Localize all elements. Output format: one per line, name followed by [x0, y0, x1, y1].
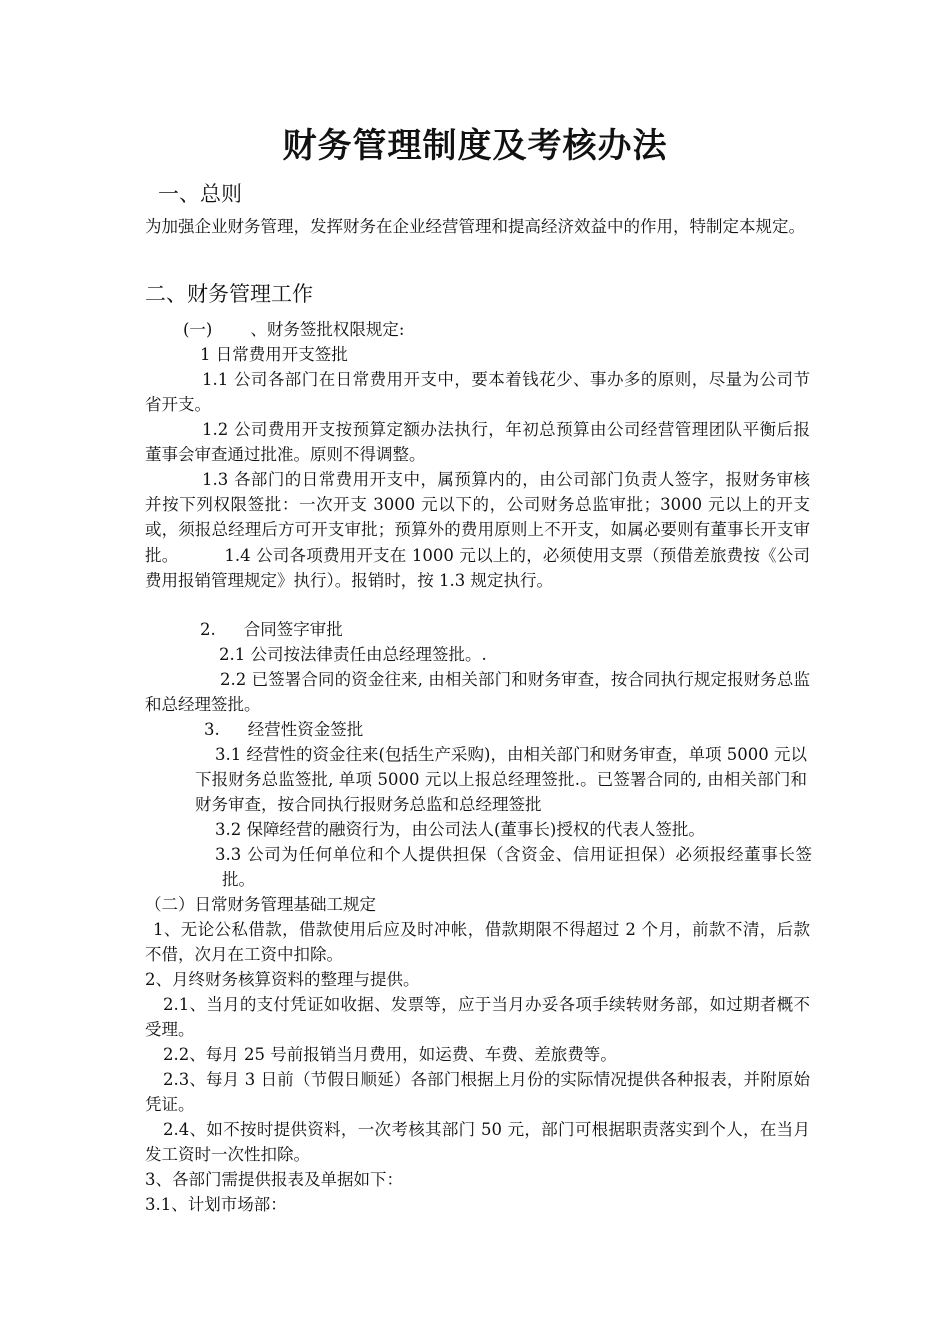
daily-rule-2-1: 2.1、当月的支付凭证如收据、发票等，应于当月办妥各项手续转财务部，如过期者概不受理。: [145, 995, 810, 1040]
item-1-3: 1.3 各部门的日常费用开支中，属预算内的，由公司部门负责人签字，报财务审核并按下列权限签批：一次开支 3000 元以下的，公司财务总监审批；3000 元以上的开支或，须报总经理后方可开支审批；预算外的费用原则上不开支，如属必要则有董事长开支审批。: [145, 470, 810, 565]
item-3-title: 经营性资金签批: [247, 720, 364, 739]
daily-rule-2-4: 2.4、如不按时提供资料，一次考核其部门 50 元，部门可根据职责落实到个人，在当月发工资时一次性扣除。: [145, 1120, 810, 1165]
item-2-title: 合同签字审批: [243, 620, 343, 639]
subsection-1-title: 、财务签批权限规定:: [250, 320, 405, 339]
item-3-number: 3.: [204, 720, 220, 739]
item-3-1: 3.1 经营性的资金往来(包括生产采购)，由相关部门和财务审查，单项 5000 元以下报财务总监签批, 单项 5000 元以上报总经理签批.。已签署合同的, 由相关部门和财务审查，按合同执行报财务总监和总经理签批: [195, 745, 807, 815]
item-3-heading: [204, 717, 363, 742]
item-2-1: 2.1 公司按法律责任由总经理签批。.: [219, 645, 487, 664]
daily-rule-2: 2、月终财务核算资料的整理与提供。: [145, 970, 420, 989]
item-1-4: 1.4 公司各项费用开支在 1000 元以上的，必须使用支票（预借差旅费按《公司费用报销管理规定》执行）。报销时，按 1.3 规定执行。: [145, 545, 811, 590]
item-2-heading: [200, 617, 343, 642]
item-1-2: 1.2 公司费用开支按预算定额办法执行，年初总预算由公司经营管理团队平衡后报董事会审查通过批准。原则不得调整。: [145, 420, 810, 465]
item-1-1: 1.1 公司各部门在日常费用开支中，要本着钱花少、事办多的原则，尽量为公司节省开支。: [145, 370, 810, 415]
item-2-number: 2.: [200, 620, 216, 639]
subsection-1-heading: [183, 317, 404, 342]
general-paragraph: 为加强企业财务管理，发挥财务在企业经营管理和提高经济效益中的作用，特制定本规定。: [145, 217, 805, 236]
daily-rule-3-1: 3.1、计划市场部：: [145, 1195, 287, 1214]
item-1-title: 1 日常费用开支签批: [200, 345, 348, 364]
section-heading-work: 二、财务管理工作: [145, 282, 313, 306]
document-title: 财务管理制度及考核办法: [282, 126, 668, 166]
subsection-2-heading: （二）日常财务管理基础工规定: [145, 895, 376, 914]
daily-rule-3: 3、各部门需提供报表及单据如下：: [145, 1170, 403, 1189]
item-3-2: 3.2 保障经营的融资行为，由公司法人(董事长)授权的代表人签批。: [215, 820, 705, 839]
subsection-1-number: (一): [183, 320, 213, 339]
daily-rule-2-3: 2.3、每月 3 日前（节假日顺延）各部门根据上月份的实际情况提供各种报表，并附原始凭证。: [145, 1070, 810, 1115]
daily-rule-2-2: 2.2、每月 25 号前报销当月费用，如运费、车费、差旅费等。: [163, 1045, 617, 1064]
item-3-3: 3.3 公司为任何单位和个人提供担保（含资金、信用证担保）必须报经董事长签批。: [215, 845, 812, 890]
section-heading-general: 一、总则: [158, 182, 242, 206]
item-1-3-and-1-4: [145, 467, 810, 593]
item-2-2: 2.2 已签署合同的资金往来, 由相关部门和财务审查，按合同执行规定报财务总监和总经理签批。: [145, 670, 810, 715]
daily-rule-1: 1、无论公私借款，借款使用后应及时冲帐，借款期限不得超过 2 个月，前款不清，后款不借，次月在工资中扣除。: [145, 920, 810, 965]
